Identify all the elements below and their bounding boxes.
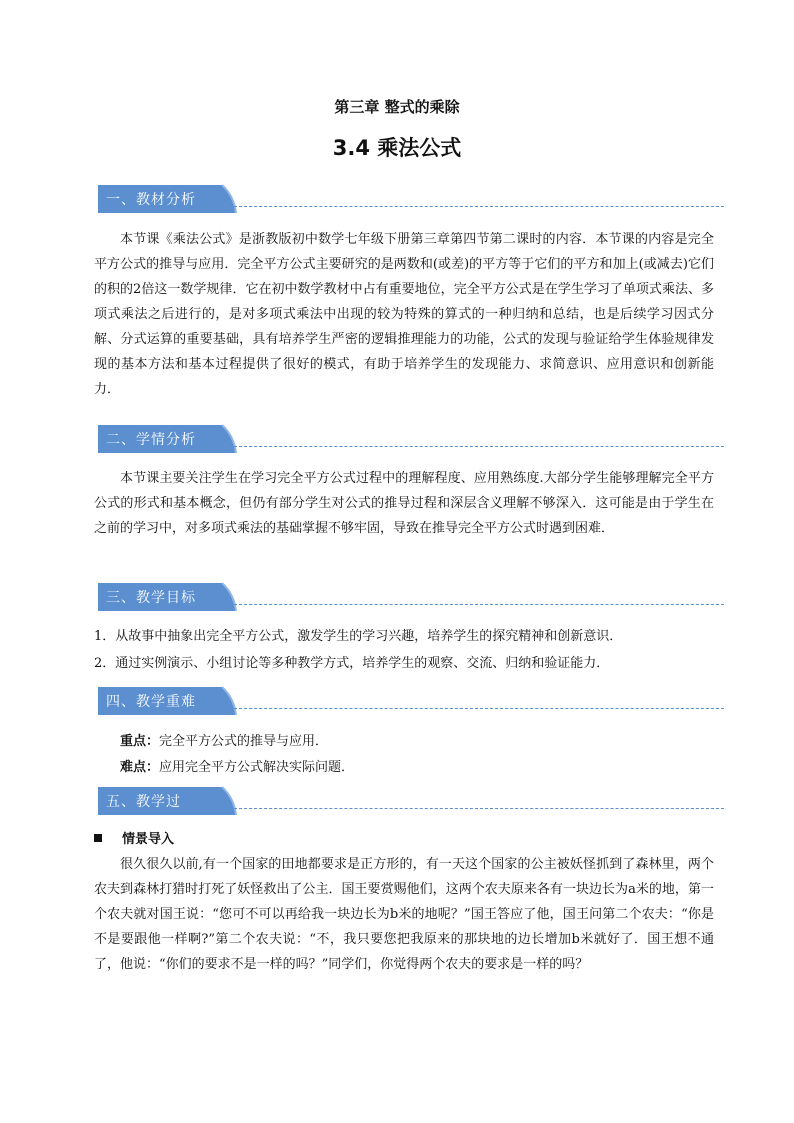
section-label: 二、学情分析 [106, 432, 196, 448]
key-point [120, 730, 328, 749]
dashed-divider [234, 708, 724, 709]
key-point-text: 完全平方公式的推导与应用． [159, 734, 329, 749]
difficulty-text: 应用完全平方公式解决实际问题． [159, 760, 355, 775]
analysis-paragraph: 本节课《乘法公式》是浙教版初中数学七年级下册第三章第四节第二课时的内容．本节课的内容是完全平方公式的推导与应用．完全平方公式主要研究的是两数和(或差)的平方等于它们的平方和加上(或减去)它们的积的2倍这一数学规律．它在初中数学教材中占有重要地位，完全平方公式是在学生学习了单项式乘法、多项式乘法之后进行的，是对多项式乘法中出现的较为特殊的算式的一种归纳和总结，也是后续学习因式分解、分式运算的重要基础，具有培养学生严密的逻辑推理能力的功能，公式的发现与验证给学生体验规律发现的基本方法和基本过程提供了很好的模式，有助于培养学生的发现能力、求简意识、应用意识和创新能力． [94, 232, 714, 397]
difficulty-point [120, 756, 354, 775]
subheading-text: 情景导入 [122, 832, 175, 847]
key-point-label: 重点： [120, 734, 160, 749]
dashed-divider [234, 446, 724, 447]
students-paragraph: 本节课主要关注学生在学习完全平方公式过程中的理解程度、应用熟练度.大部分学生能够理解完全平方公式的形式和基本概念，但仍有部分学生对公式的推导过程和深层含义理解不够深入．这可能是由于学生在之前的学习中，对多项式乘法的基础掌握不够牢固，导致在推导完全平方公式时遇到困难． [94, 471, 714, 536]
section-header-focus [98, 686, 724, 716]
section-label: 三、教学目标 [106, 590, 196, 606]
dashed-divider [234, 808, 724, 809]
square-bullet-icon [94, 834, 102, 842]
goal-item-2: 2．通过实例演示、小组讨论等多种教学方式，培养学生的观察、交流、归纳和验证能力． [94, 656, 610, 671]
section-header-goals [98, 582, 724, 612]
goal-item-1: 1．从故事中抽象出完全平方公式，激发学生的学习兴趣，培养学生的探究精神和创新意识． [94, 629, 623, 644]
section-header-analysis [98, 184, 724, 214]
section-header-students [98, 424, 724, 454]
section-header-process [98, 786, 724, 816]
chapter-title: 第三章 整式的乘除 [334, 98, 460, 116]
dashed-divider [234, 206, 724, 207]
dashed-divider [234, 604, 724, 605]
subheading-scenario [94, 828, 174, 847]
difficulty-label: 难点： [120, 760, 160, 775]
story-paragraph: 很久很久以前,有一个国家的田地都要求是正方形的，有一天这个国家的公主被妖怪抓到了森林里，两个农夫到森林打猎时打死了妖怪救出了公主．国王要赏赐他们，这两个农夫原来各有一块边长为a米的地，第一个农夫就对国王说：“您可不可以再给我一块边长为b米的地呢？”国王答应了他，国王问第二个农夫：“你是不是要跟他一样啊?”第二个农夫说：“不，我只要您把我原来的那块地的边长增加b米就好了．国王想不通了，他说：“你们的要求不是一样的吗？”同学们，你觉得两个农夫的要求是一样的吗？ [94, 857, 714, 972]
lesson-title: 3.4 乘法公式 [332, 136, 462, 160]
section-label: 五、教学过 [106, 794, 181, 810]
section-label: 四、教学重难 [106, 694, 196, 710]
section-label: 一、教材分析 [106, 192, 196, 208]
